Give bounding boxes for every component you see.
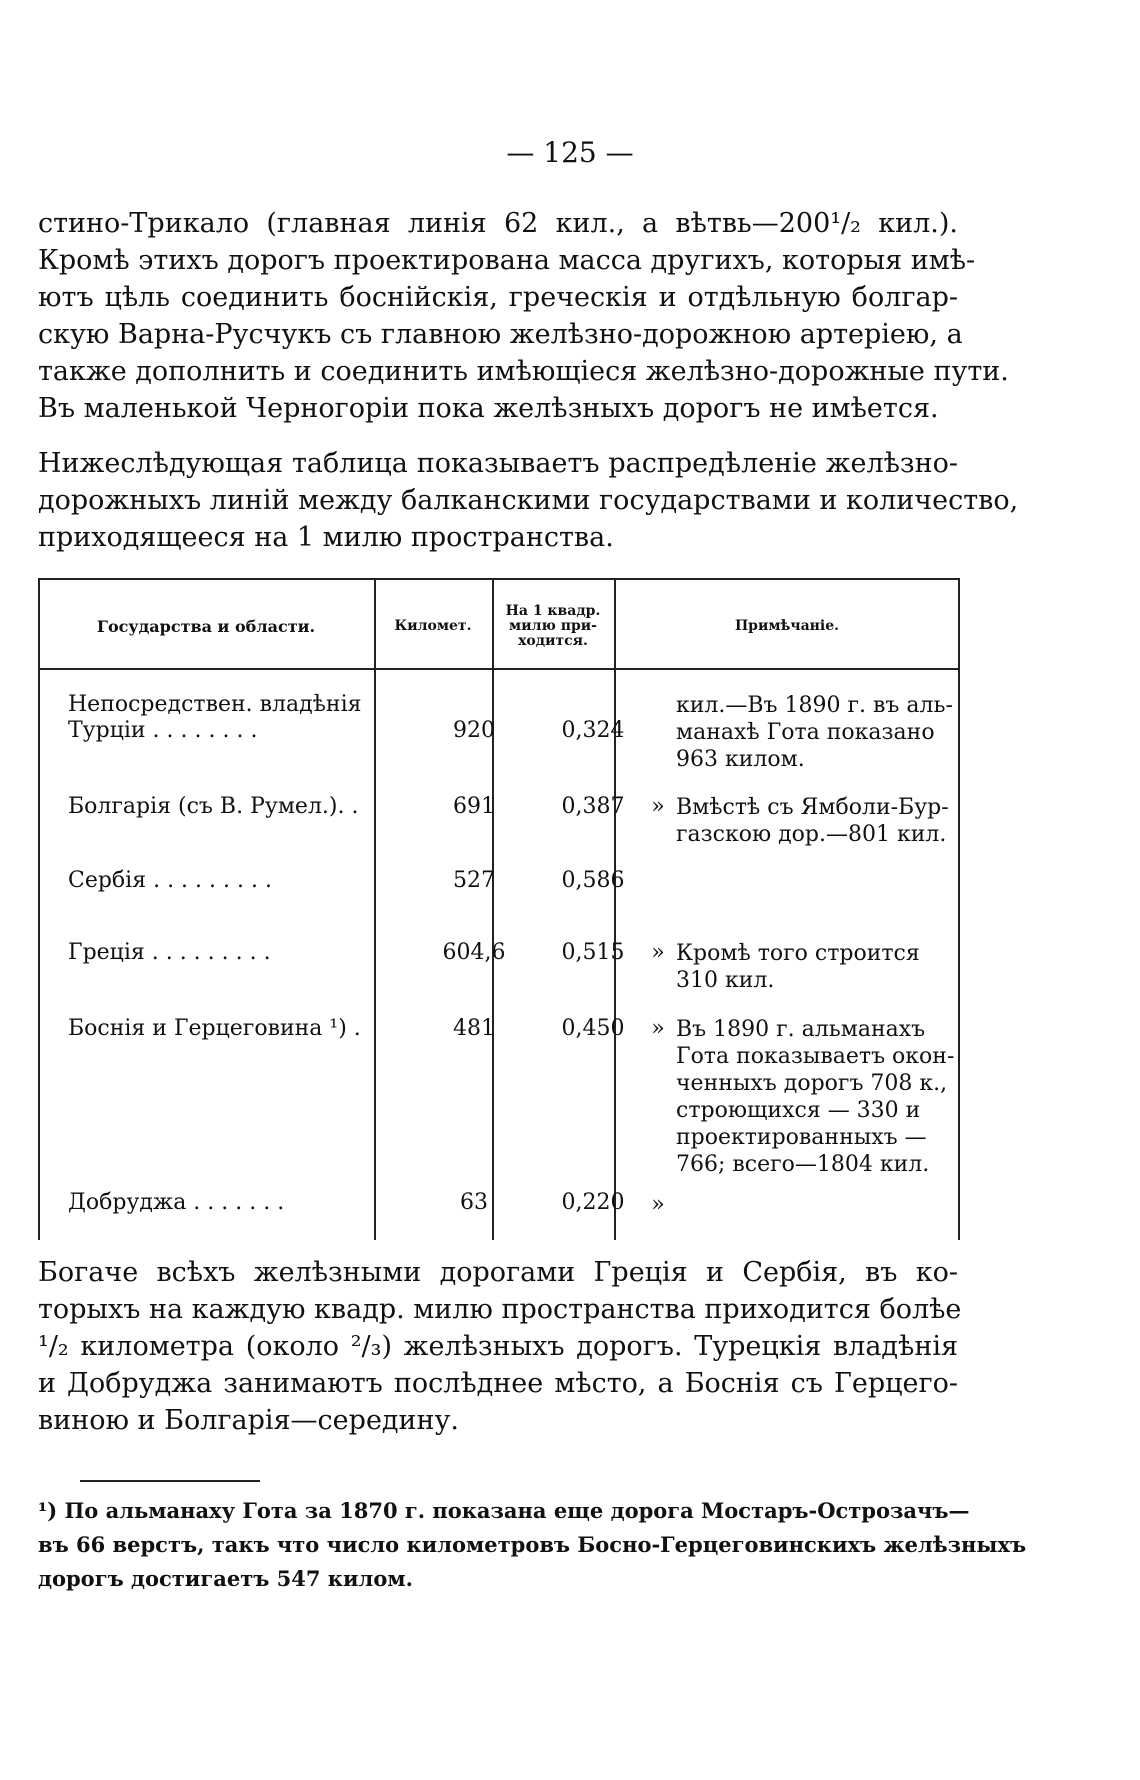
row-note	[676, 940, 938, 994]
footnote	[38, 1494, 1027, 1596]
footnote-rule	[80, 1480, 260, 1482]
note-line: Вмѣстѣ съ Ямболи-Бур-	[676, 795, 949, 820]
note-line: проектированныхъ —	[676, 1125, 927, 1150]
row-note	[676, 692, 953, 773]
row-name-line: Непосредствен. владѣнія	[68, 692, 362, 717]
note-line: 310 кил.	[676, 968, 775, 993]
row-km: 691	[453, 794, 495, 819]
column-divider	[492, 580, 494, 1240]
row-name: Добруджа . . . . . . .	[68, 1190, 285, 1215]
ditto-mark: »	[651, 1016, 665, 1041]
text-line: виною и Болгарія—середину.	[38, 1405, 460, 1436]
text-line: торыхъ на каждую квадр. милю пространства приходится болѣе	[38, 1294, 962, 1325]
text-line: стино-Трикало (главная линія 62 кил., а вѣтвь—200¹/₂ кил.).	[38, 208, 958, 239]
table-border-right	[958, 580, 960, 1240]
row-name-line: Турціи . . . . . . . .	[68, 718, 258, 743]
footnote-line: ¹) По альманаху Гота за 1870 г. показана еще дорога Мостаръ-Острозачъ—	[38, 1498, 970, 1523]
row-name: Болгарія (съ В. Румел.). .	[68, 794, 359, 819]
note-line: манахѣ Гота показано	[676, 720, 935, 745]
row-name: Греція . . . . . . . . .	[68, 940, 271, 965]
text-line: Въ маленькой Черногоріи пока желѣзныхъ дорогъ не имѣется.	[38, 393, 939, 424]
footnote-line: дорогъ достигаетъ 547 килом.	[38, 1566, 413, 1591]
note-line: 766; всего—1804 кил.	[676, 1152, 930, 1177]
paragraph-intro	[38, 205, 1009, 427]
paragraph-conclusion	[38, 1254, 962, 1439]
text-line: приходящееся на 1 милю пространства.	[38, 522, 614, 553]
row-km: 527	[453, 868, 495, 893]
header-divider	[38, 668, 960, 670]
note-line: Кромѣ того строится	[676, 941, 920, 966]
row-km: 63	[460, 1190, 488, 1215]
row-name	[68, 692, 398, 744]
page-number: — 125 —	[506, 136, 634, 169]
text-line: ютъ цѣль соединить боснійскія, греческія и отдѣльную болгар-	[38, 282, 958, 313]
header-per-mile: На 1 квадр. милю при-ходится.	[505, 602, 601, 649]
table-border-left	[38, 580, 40, 1240]
note-line: Гота показываетъ окон-	[676, 1044, 955, 1069]
text-line: также дополнить и соединить имѣющіеся желѣзно-дорожные пути.	[38, 356, 1009, 387]
row-per-mile: 0,515	[561, 940, 625, 965]
ditto-mark: »	[651, 940, 665, 965]
note-line: кил.—Въ 1890 г. въ аль-	[676, 693, 953, 718]
row-note	[676, 1016, 955, 1178]
ditto-mark: »	[651, 794, 665, 819]
ditto-mark: »	[651, 1192, 665, 1217]
row-name: Сербія . . . . . . . . .	[68, 868, 272, 893]
note-line: Въ 1890 г. альманахъ	[676, 1017, 926, 1042]
column-divider	[614, 580, 616, 1240]
text-line: скую Варна-Русчукъ съ главною желѣзно-дорожною артеріею, а	[38, 319, 963, 350]
column-divider	[374, 580, 376, 1240]
text-line: и Добруджа занимаютъ послѣднее мѣсто, а Боснія съ Герцего-	[38, 1368, 958, 1399]
note-line: ченныхъ дорогъ 708 к.,	[676, 1071, 948, 1096]
text-line: Нижеслѣдующая таблица показываетъ распредѣленіе желѣзно-	[38, 448, 958, 479]
row-name: Боснія и Герцеговина ¹) .	[68, 1016, 361, 1041]
text-line: Богаче всѣхъ желѣзными дорогами Греція и Сербія, въ ко-	[38, 1257, 958, 1288]
header-note: Примѣчаніе.	[734, 617, 840, 634]
row-km: 920	[453, 718, 495, 743]
row-km: 481	[453, 1016, 495, 1041]
row-per-mile: 0,450	[561, 1016, 625, 1041]
row-km: 604,6	[442, 940, 506, 965]
railway-table	[38, 578, 960, 1240]
paragraph-table-intro	[38, 445, 1019, 556]
header-km: Километ.	[394, 617, 472, 634]
row-note	[676, 794, 949, 848]
text-line: Кромѣ этихъ дорогъ проектирована масса другихъ, которыя имѣ-	[38, 245, 976, 276]
row-per-mile: 0,220	[561, 1190, 625, 1215]
text-line: ¹/₂ километра (около ²/₃) желѣзныхъ дорогъ. Турецкія владѣнія	[38, 1331, 958, 1362]
row-per-mile: 0,324	[561, 718, 625, 743]
footnote-line: въ 66 верстъ, такъ что число километровъ Босно-Герцеговинскихъ желѣзныхъ	[38, 1532, 1027, 1557]
note-line: 963 килом.	[676, 747, 805, 772]
row-per-mile: 0,586	[561, 868, 625, 893]
note-line: строющихся — 330 и	[676, 1098, 921, 1123]
text-line: дорожныхъ линій между балканскими государствами и количество,	[38, 485, 1019, 516]
header-state: Государства и области.	[96, 616, 316, 636]
row-per-mile: 0,387	[561, 794, 625, 819]
note-line: газскою дор.—801 кил.	[676, 822, 947, 847]
